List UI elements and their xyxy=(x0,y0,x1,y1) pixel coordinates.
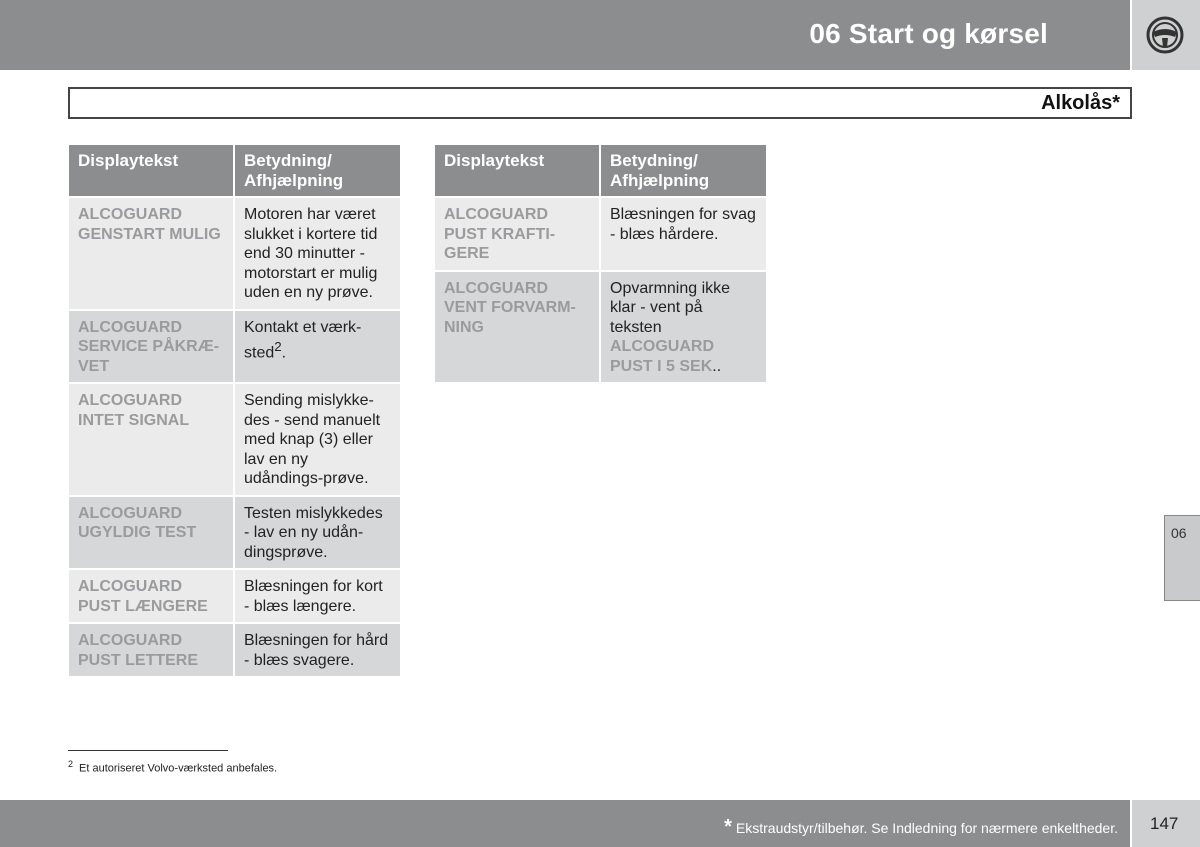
display-code: ALCOGUARD VENT FORVARM-NING xyxy=(435,272,599,383)
footnote-text: Et autoriseret Volvo-værksted anbefales. xyxy=(79,762,278,775)
display-text-table-left xyxy=(67,143,402,678)
display-meaning xyxy=(601,272,766,383)
table-row xyxy=(435,272,766,383)
steering-wheel-icon xyxy=(1145,16,1185,54)
display-code: ALCOGUARD UGYLDIG TEST xyxy=(69,497,233,569)
display-code: ALCOGUARD PUST KRAFTI-GERE xyxy=(435,198,599,270)
meaning-text: Kontakt et værk-sted xyxy=(244,318,362,362)
column-header-meaning: Betydning/ Afhjælpning xyxy=(235,145,400,196)
page-footer xyxy=(0,800,1130,847)
footnote-ref: 2 xyxy=(274,339,282,354)
table-row xyxy=(69,384,400,495)
table-header-row xyxy=(69,145,400,196)
section-bar xyxy=(68,87,1132,119)
page-number: 147 xyxy=(1150,814,1179,833)
meaning-text: Opvarmning ikke klar - vent på teksten xyxy=(610,279,731,336)
meaning-end: .. xyxy=(712,357,722,375)
side-tab-label: 06 xyxy=(1171,525,1187,541)
footnote-mark: 2 xyxy=(68,759,74,769)
meaning-end: . xyxy=(281,344,287,362)
page-number-box xyxy=(1132,800,1200,847)
meaning-highlight: ALCOGUARD PUST I 5 SEK xyxy=(610,338,714,375)
asterisk-mark: * xyxy=(724,816,732,838)
footer-note xyxy=(724,816,1118,839)
display-meaning: Sending mislykke-des - send manuelt med knap (3) eller lav en ny udåndings-prøve. xyxy=(235,384,400,495)
table-row xyxy=(69,497,400,569)
table-row xyxy=(69,198,400,309)
footnote xyxy=(68,759,277,775)
column-header-display-text: Displaytekst xyxy=(435,145,599,196)
display-code: ALCOGUARD GENSTART MULIG xyxy=(69,198,233,309)
page-header xyxy=(0,0,1130,70)
display-meaning: Motoren har været slukket i kortere tid end 30 minutter - motorstart er mulig uden en ny prøve. xyxy=(235,198,400,309)
table-row xyxy=(435,198,766,270)
section-title: Alkolås* xyxy=(1041,92,1120,114)
table-header-row xyxy=(435,145,766,196)
display-code: ALCOGUARD SERVICE PÅKRÆ-VET xyxy=(69,311,233,383)
chapter-title: 06 Start og kørsel xyxy=(809,18,1048,49)
display-meaning xyxy=(235,311,400,383)
display-code: ALCOGUARD INTET SIGNAL xyxy=(69,384,233,495)
display-code: ALCOGUARD PUST LETTERE xyxy=(69,624,233,676)
chapter-icon-box xyxy=(1132,0,1200,70)
table-row xyxy=(69,570,400,622)
display-code: ALCOGUARD PUST LÆNGERE xyxy=(69,570,233,622)
display-meaning: Testen mislykkedes - lav en ny udån-dingsprøve. xyxy=(235,497,400,569)
footer-note-text: Ekstraudstyr/tilbehør. Se Indledning for nærmere enkeltheder. xyxy=(735,820,1118,836)
display-meaning: Blæsningen for hård - blæs svagere. xyxy=(235,624,400,676)
column-header-display-text: Displaytekst xyxy=(69,145,233,196)
table-row xyxy=(69,624,400,676)
display-text-table-right xyxy=(433,143,768,384)
display-meaning: Blæsningen for kort - blæs længere. xyxy=(235,570,400,622)
footnote-divider xyxy=(68,750,228,751)
column-header-meaning: Betydning/ Afhjælpning xyxy=(601,145,766,196)
chapter-side-tab xyxy=(1164,515,1200,601)
table-row xyxy=(69,311,400,383)
display-meaning: Blæsningen for svag - blæs hårdere. xyxy=(601,198,766,270)
